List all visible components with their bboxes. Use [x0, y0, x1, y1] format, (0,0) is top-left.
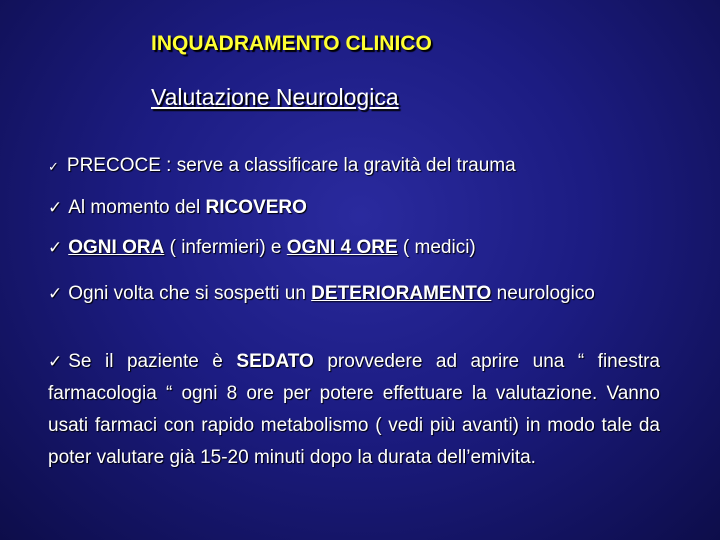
bullet-text-bold: SEDATO	[236, 351, 314, 372]
bullet-text-bold: OGNI 4 ORE	[286, 237, 398, 258]
bullet-text-part: neurologico	[491, 283, 595, 304]
check-mark-icon: ✓	[48, 160, 59, 175]
bullet-ricovero	[48, 192, 660, 224]
bullet-text-part: ( infermieri) e	[164, 237, 287, 258]
bullet-text-bold: RICOVERO	[205, 197, 307, 218]
check-mark-icon: ✓	[48, 352, 63, 372]
bullet-text-bold: OGNI ORA	[68, 237, 165, 258]
bullet-text-part: : serve a classificare la gravità del trauma	[160, 155, 516, 176]
bullet-ogni-ora	[48, 232, 660, 264]
bullet-text-part: Al momento del	[68, 197, 206, 218]
check-mark-icon: ✓	[48, 284, 63, 304]
bullet-deterioramento	[48, 278, 660, 310]
slide-subtitle: Valutazione Neurologica	[151, 84, 399, 110]
bullet-precoce	[48, 150, 660, 184]
bullet-text-part: Ogni volta che si sospetti un	[68, 283, 312, 304]
bullet-text-part: Se il paziente è	[68, 351, 237, 372]
check-mark-icon: ✓	[48, 198, 63, 218]
bullet-sedato	[48, 346, 660, 474]
bullet-text-bold: DETERIORAMENTO	[311, 283, 492, 304]
bullet-text-part: ( medici)	[397, 237, 476, 258]
check-mark-icon: ✓	[48, 238, 63, 258]
bullet-text-part: PRECOCE	[66, 155, 161, 176]
slide-title: INQUADRAMENTO CLINICO	[151, 32, 432, 55]
bullet-text-part: provvedere ad aprire una “ finestra farmacologia “ ogni 8 ore per potere effettuare la valutazione. Vanno usati farmaci con rapido metabolismo ( vedi più avanti) in modo tale da poter valutare già 15-20 minuti dopo la durata dell’emivita.	[48, 351, 660, 468]
